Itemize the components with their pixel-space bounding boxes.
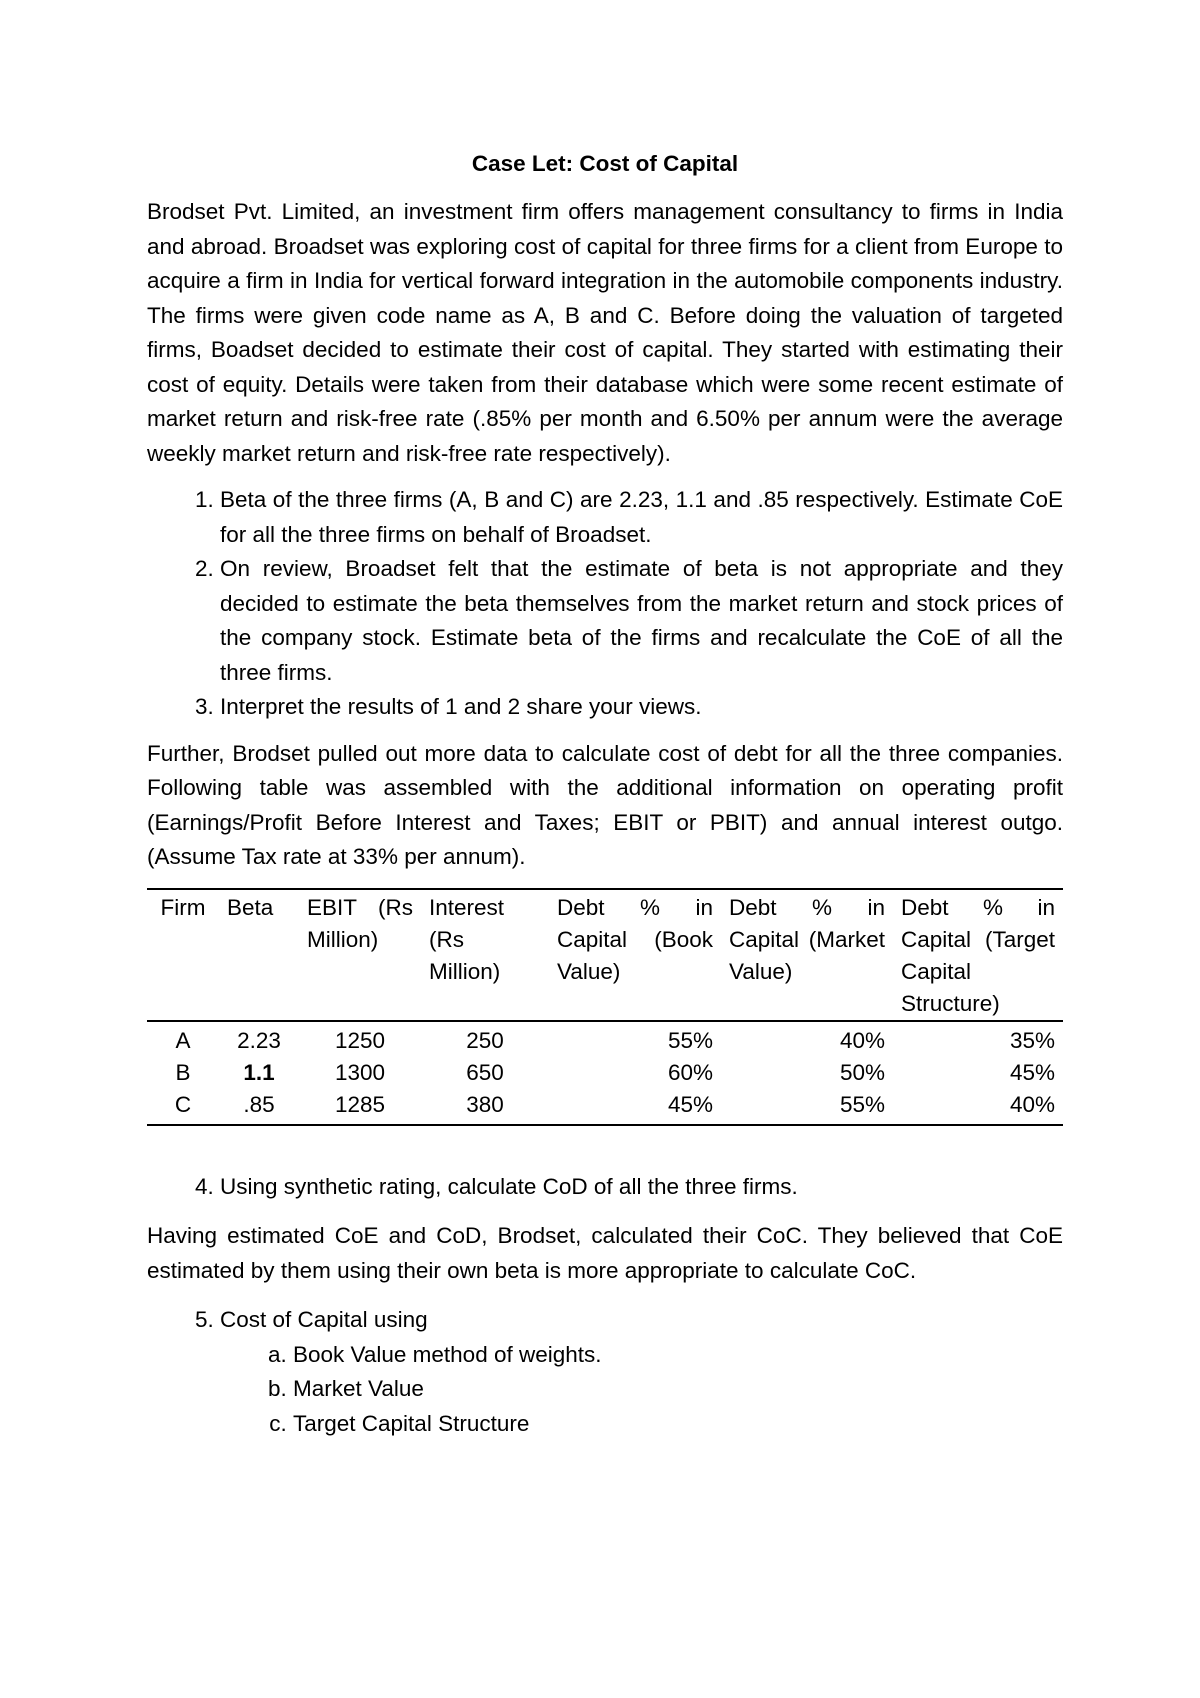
cell-beta: .85 — [219, 1089, 299, 1125]
cell-debt-book: 55% — [667, 1027, 713, 1053]
question-5a: a. Book Value method of weights. — [293, 1338, 1063, 1373]
question-4-list — [147, 1170, 1063, 1205]
table-row — [147, 1057, 1063, 1089]
cell-firm: B — [175, 1059, 191, 1085]
coc-paragraph: Having estimated CoE and CoD, Brodset, calculated their CoC. They believed that CoE estimated by them using their own beta is more appropriate to calculate CoC. — [147, 1223, 1063, 1283]
cell-debt-target: 35% — [1009, 1027, 1055, 1053]
cell-debt-book: 60% — [667, 1059, 713, 1085]
question-5 — [220, 1303, 1063, 1441]
cell-debt-book: 45% — [549, 1089, 721, 1125]
question-5c: c. Target Capital Structure — [293, 1407, 1063, 1442]
cell-ebit: 1250 — [334, 1027, 386, 1053]
cell-interest: 380 — [421, 1089, 549, 1125]
cell-ebit: 1300 — [334, 1059, 386, 1085]
table-row — [147, 1089, 1063, 1125]
question-1: 1. Beta of the three firms (A, B and C) are 2.23, 1.1 and .85 respectively. Estimate CoE for all the three firms on behalf of Broadset. — [220, 483, 1063, 552]
question-5-text: Cost of Capital using — [220, 1307, 428, 1332]
table-header-row — [147, 889, 1063, 1021]
table-row — [147, 1021, 1063, 1057]
questions-1-3 — [147, 483, 1063, 725]
header-debt-book: Debt % in Capital (Book Value) — [549, 889, 721, 1021]
cell-ebit: 1285 — [299, 1089, 421, 1125]
header-firm: Firm — [147, 889, 219, 1021]
cell-debt-market: 50% — [839, 1059, 885, 1085]
header-interest: Interest (Rs Million) — [421, 889, 549, 1021]
cell-beta: 1.1 — [243, 1059, 275, 1085]
further-paragraph: Further, Brodset pulled out more data to calculate cost of debt for all the three companies. Following table was assembled with the additional information on operating profit (Earnings/Profit Before Interest and Taxes; EBIT or PBIT) and annual interest outgo. (Assume Tax rate at 33% per annum). — [147, 740, 1063, 869]
header-beta: Beta — [219, 889, 299, 1021]
document-title: Case Let: Cost of Capital — [471, 151, 739, 176]
cell-interest: 650 — [466, 1059, 504, 1085]
cell-debt-market: 40% — [839, 1027, 885, 1053]
cell-beta: 2.23 — [237, 1027, 281, 1053]
cell-firm: C — [147, 1089, 219, 1125]
document-page — [147, 148, 1063, 1441]
question-5-list — [147, 1303, 1063, 1441]
firm-data-table — [147, 888, 1063, 1126]
cell-debt-market: 55% — [721, 1089, 893, 1125]
header-debt-target: Debt % in Capital (Target Capital Structure) — [893, 889, 1063, 1021]
cell-firm: A — [175, 1027, 191, 1053]
question-5b: b. Market Value — [293, 1372, 1063, 1407]
header-ebit: EBIT (Rs Million) — [299, 889, 421, 1021]
cell-interest: 250 — [466, 1027, 504, 1053]
question-4: 4. Using synthetic rating, calculate CoD of all the three firms. — [220, 1170, 1063, 1205]
header-debt-market: Debt % in Capital (Market Value) — [721, 889, 893, 1021]
cell-debt-target: 40% — [893, 1089, 1063, 1125]
intro-paragraph: Brodset Pvt. Limited, an investment firm offers management consultancy to firms in India and abroad. Broadset was exploring cost of capital for three firms for a client from Europe to acquire a firm in India for vertical forward integration in the automobile components industry. The firms were given code name as A, B and C. Before doing the valuation of targeted firms, Boadset decided to estimate their cost of capital. They started with estimating their cost of equity. Details were taken from their database which were some recent estimate of market return and risk-free rate (.85% per month and 6.50% per annum were the average weekly market return and risk-free rate respectively). — [147, 199, 1063, 466]
question-3: 3. Interpret the results of 1 and 2 share your views. — [220, 690, 1063, 725]
question-2: 2. On review, Broadset felt that the estimate of beta is not appropriate and they decided to estimate the beta themselves from the market return and stock prices of the company stock. Estimate beta of the firms and recalculate the CoE of all the three firms. — [220, 552, 1063, 690]
question-5-sublist — [220, 1338, 1063, 1442]
cell-debt-target: 45% — [1009, 1059, 1055, 1085]
